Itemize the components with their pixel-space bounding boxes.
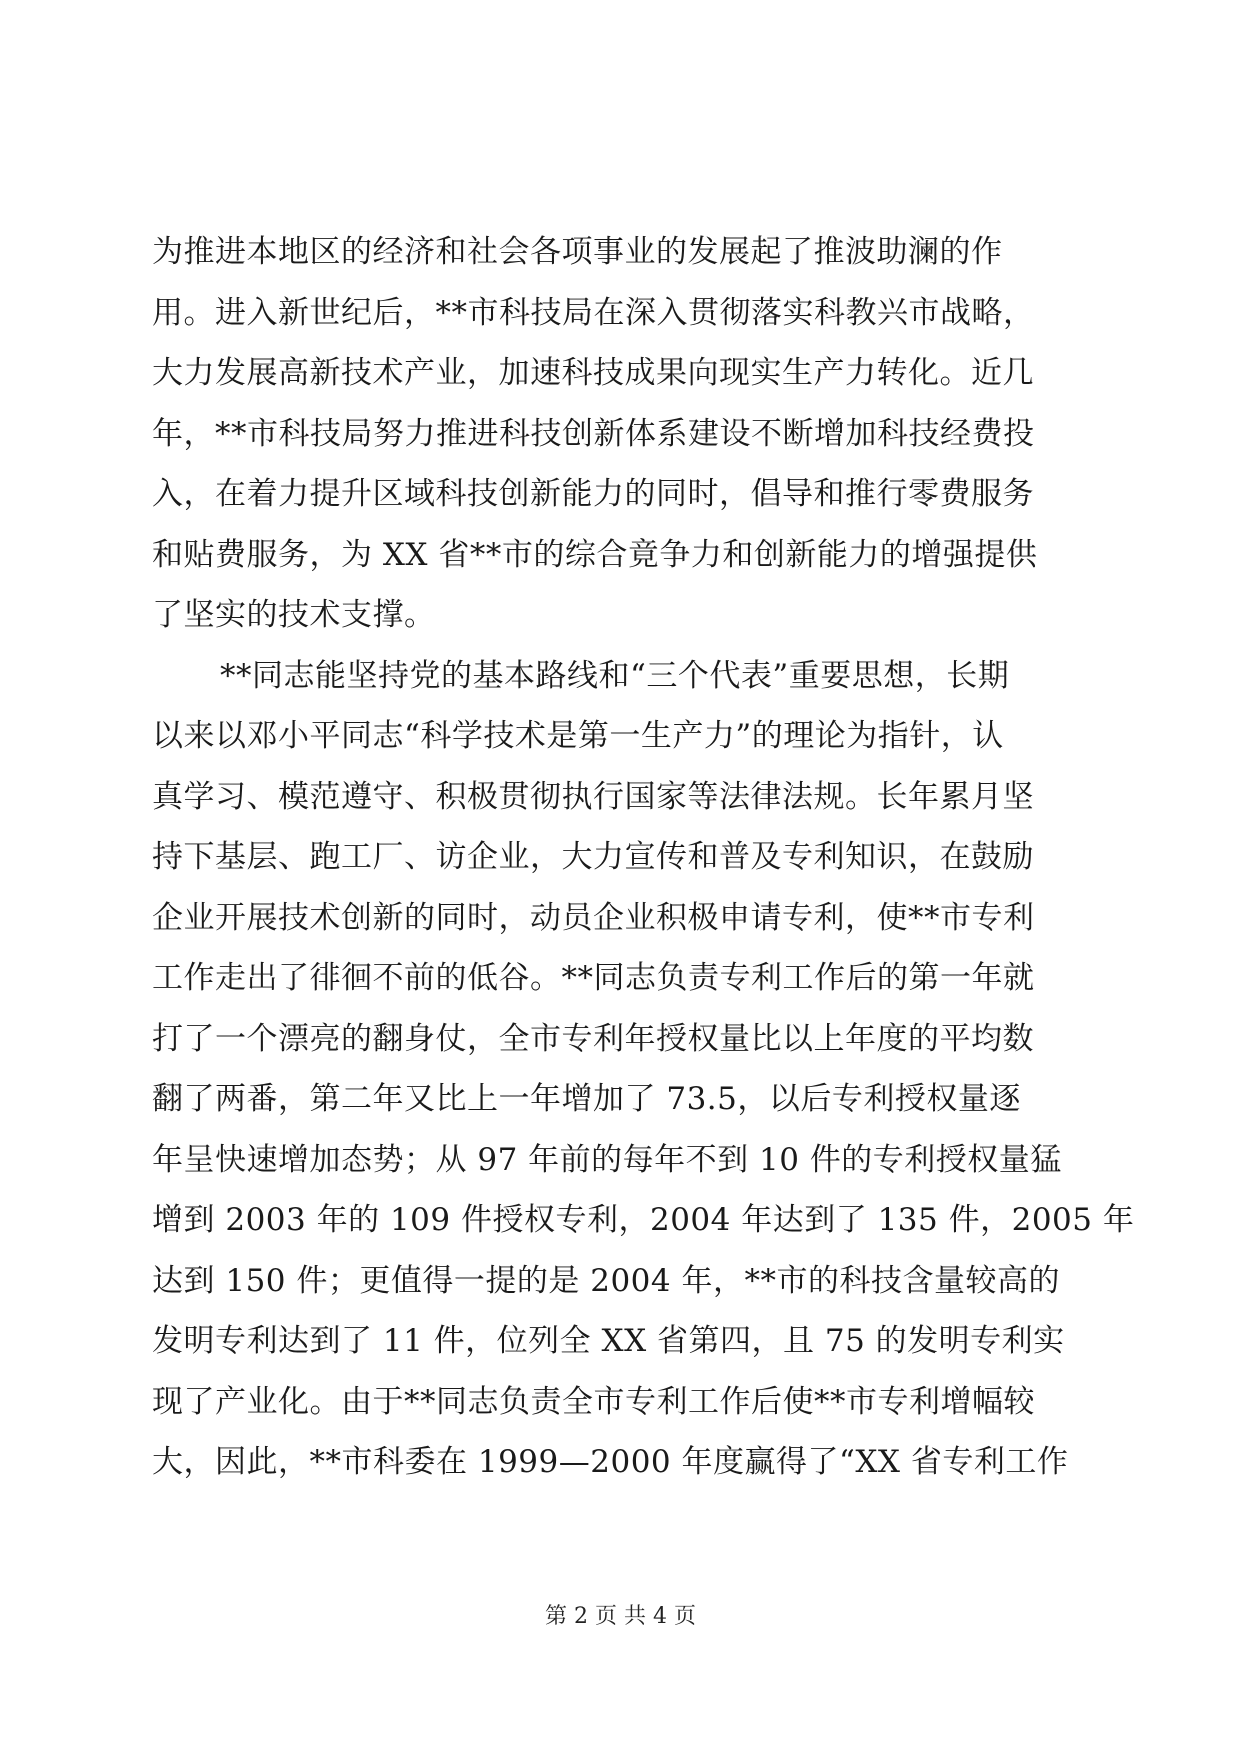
- text-line: 打了一个漂亮的翻身仗，全市专利年授权量比以上年度的平均数: [152, 1020, 1034, 1057]
- text-line: 发明专利达到了 11 件，位列全 XX 省第四，且 75 的发明专利实: [152, 1323, 1065, 1359]
- text-line: 企业开展技术创新的同时，动员企业积极申请专利，使**市专利: [152, 899, 1035, 936]
- text-line: 用。进入新世纪后，**市科技局在深入贯彻落实科教兴市战略，: [152, 294, 1035, 331]
- text-line: 大，因此，**市科委在 1999—2000 年度赢得了“XX 省专利工作: [152, 1444, 1069, 1480]
- text-line: 翻了两番，第二年又比上一年增加了 73.5，以后专利授权量逐: [152, 1081, 1021, 1117]
- text-line: 工作走出了徘徊不前的低谷。**同志负责专利工作后的第一年就: [152, 960, 1035, 996]
- text-line: 持下基层、跑工厂、访企业，大力宣传和普及专利知识，在鼓励: [152, 839, 1034, 875]
- paragraph-2: [152, 646, 1135, 1493]
- text-line: 年，**市科技局努力推进科技创新体系建设不断增加科技经费投: [152, 415, 1035, 452]
- text-line: 真学习、模范遵守、积极贯彻执行国家等法律法规。长年累月坚: [152, 778, 1034, 815]
- text-line: 和贴费服务，为 XX 省**市的综合竟争力和创新能力的增强提供: [152, 536, 1038, 573]
- text-line: 以来以邓小平同志“科学技术是第一生产力”的理论为指针，认: [152, 718, 1004, 754]
- text-line: 现了产业化。由于**同志负责全市专利工作后使**市专利增幅较: [152, 1383, 1035, 1420]
- text-line: 入，在着力提升区域科技创新能力的同时，倡导和推行零费服务: [152, 476, 1034, 512]
- text-line: 大力发展高新技术产业，加速科技成果向现实生产力转化。近几: [152, 355, 1034, 391]
- paragraph-1: [152, 222, 1092, 646]
- text-line: 增到 2003 年的 109 件授权专利，2004 年达到了 135 件，2005 年: [152, 1202, 1135, 1238]
- text-line: 达到 150 件；更值得一提的是 2004 年，**市的科技含量较高的: [152, 1262, 1060, 1299]
- text-line: 了坚实的技术支撑。: [152, 597, 436, 633]
- text-line: 为推进本地区的经济和社会各项事业的发展起了推波助澜的作: [152, 234, 1003, 270]
- text-line: **同志能坚持党的基本路线和“三个代表”重要思想，长期: [220, 657, 1010, 694]
- document-body: [152, 222, 1135, 1493]
- page-number-footer: 第 2 页 共 4 页: [545, 1604, 696, 1629]
- text-line: 年呈快速增加态势；从 97 年前的每年不到 10 件的专利授权量猛: [152, 1141, 1062, 1178]
